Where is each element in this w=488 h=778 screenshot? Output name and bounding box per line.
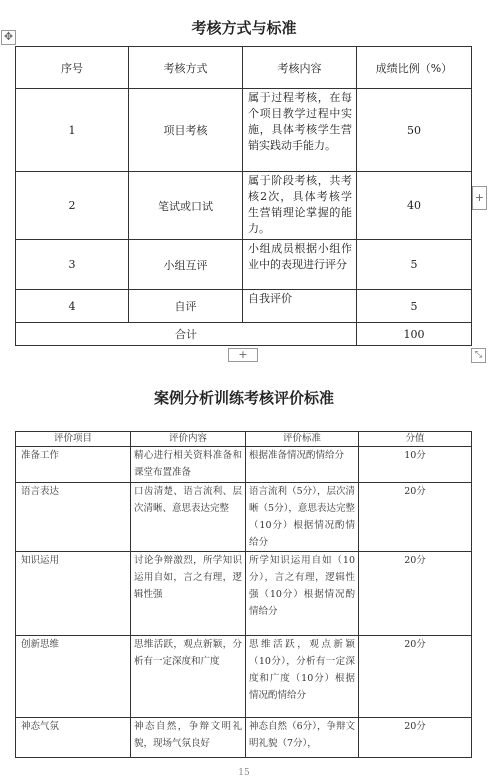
table-row [16,718,472,758]
header-cell: 序号 [16,47,129,89]
total-label: 合计 [16,323,357,346]
case-analysis-table [15,431,472,758]
score-value: 20分 [359,483,472,552]
section-title-case-analysis: 案例分析训练考核评价标准 [153,389,334,407]
row-number: 4 [16,290,129,323]
header-cell: 评价内容 [131,432,246,447]
evaluation-item: 创新思维 [16,636,131,718]
assessment-content: 小组成员根据小组作业中的表现进行评分 [243,240,357,290]
row-number: 2 [16,172,129,240]
assessment-method: 自评 [129,290,243,323]
evaluation-item: 语言表达 [16,483,131,552]
score-ratio: 50 [357,89,472,172]
evaluation-item: 准备工作 [16,447,131,483]
table-row [16,483,472,552]
table-row [16,240,472,290]
assessment-method: 项目考核 [129,89,243,172]
header-cell: 评价标准 [246,432,359,447]
table-row [16,172,472,240]
header-cell: 考核内容 [243,47,357,89]
evaluation-content: 神态自然，争辩文明礼貌，现场气氛良好 [131,718,246,758]
table-move-handle[interactable]: ✥ [1,30,16,45]
total-value: 100 [357,323,472,346]
evaluation-content: 思维活跃，观点新颖，分析有一定深度和广度 [131,636,246,718]
section-title-assessment: 考核方式与标准 [191,19,297,37]
table-row [16,89,472,172]
evaluation-standard: 语言流利（5分），层次清晰（5分），意思表达完整（10分）根据情况酌情给分 [246,483,359,552]
score-ratio: 40 [357,172,472,240]
assessment-content: 属于过程考核，在每个项目教学过程中实施，具体考核学生营销实践动手能力。 [243,89,357,172]
evaluation-content: 精心进行相关资料准备和课堂布置准备 [131,447,246,483]
assessment-method: 笔试或口试 [129,172,243,240]
evaluation-item: 知识运用 [16,552,131,636]
evaluation-standard: 所学知识运用自如（10分），言之有理，逻辑性强（10分）根据情况酌情给分 [246,552,359,636]
evaluation-item: 神态气氛 [16,718,131,758]
page-number: 15 [238,768,250,778]
total-row [16,323,472,346]
table-header-row [16,432,472,447]
add-column-plus-icon[interactable]: + [472,186,487,210]
table-header-row [16,47,472,89]
row-number: 1 [16,89,129,172]
assessment-content: 属于阶段考核，共考核2次，具体考核学生营销理论掌握的能力。 [243,172,357,240]
add-row-plus-icon[interactable]: + [228,348,258,362]
table-row [16,447,472,483]
assessment-table [15,46,472,346]
table-row [16,552,472,636]
evaluation-content: 口齿清楚、语言流利、层次清晰、意思表达完整 [131,483,246,552]
table-resize-icon[interactable]: ⤡ [471,348,486,363]
score-ratio: 5 [357,290,472,323]
score-value: 10分 [359,447,472,483]
assessment-content: 自我评价 [243,290,357,323]
evaluation-content: 讨论争辩激烈，所学知识运用自如，言之有理，逻辑性强 [131,552,246,636]
header-cell: 评价项目 [16,432,131,447]
score-value: 20分 [359,636,472,718]
evaluation-standard: 根据准备情况酌情给分 [246,447,359,483]
header-cell: 考核方式 [129,47,243,89]
score-value: 20分 [359,552,472,636]
table-row [16,636,472,718]
table-row [16,290,472,323]
row-number: 3 [16,240,129,290]
header-cell: 成绩比例（%） [357,47,472,89]
evaluation-standard: 思维活跃，观点新颖（10分），分析有一定深度和广度（10分）根据情况酌情给分 [246,636,359,718]
score-ratio: 5 [357,240,472,290]
evaluation-standard: 神态自然（6分），争辩文明礼貌（7分）， [246,718,359,758]
assessment-method: 小组互评 [129,240,243,290]
header-cell: 分值 [359,432,472,447]
score-value: 20分 [359,718,472,758]
